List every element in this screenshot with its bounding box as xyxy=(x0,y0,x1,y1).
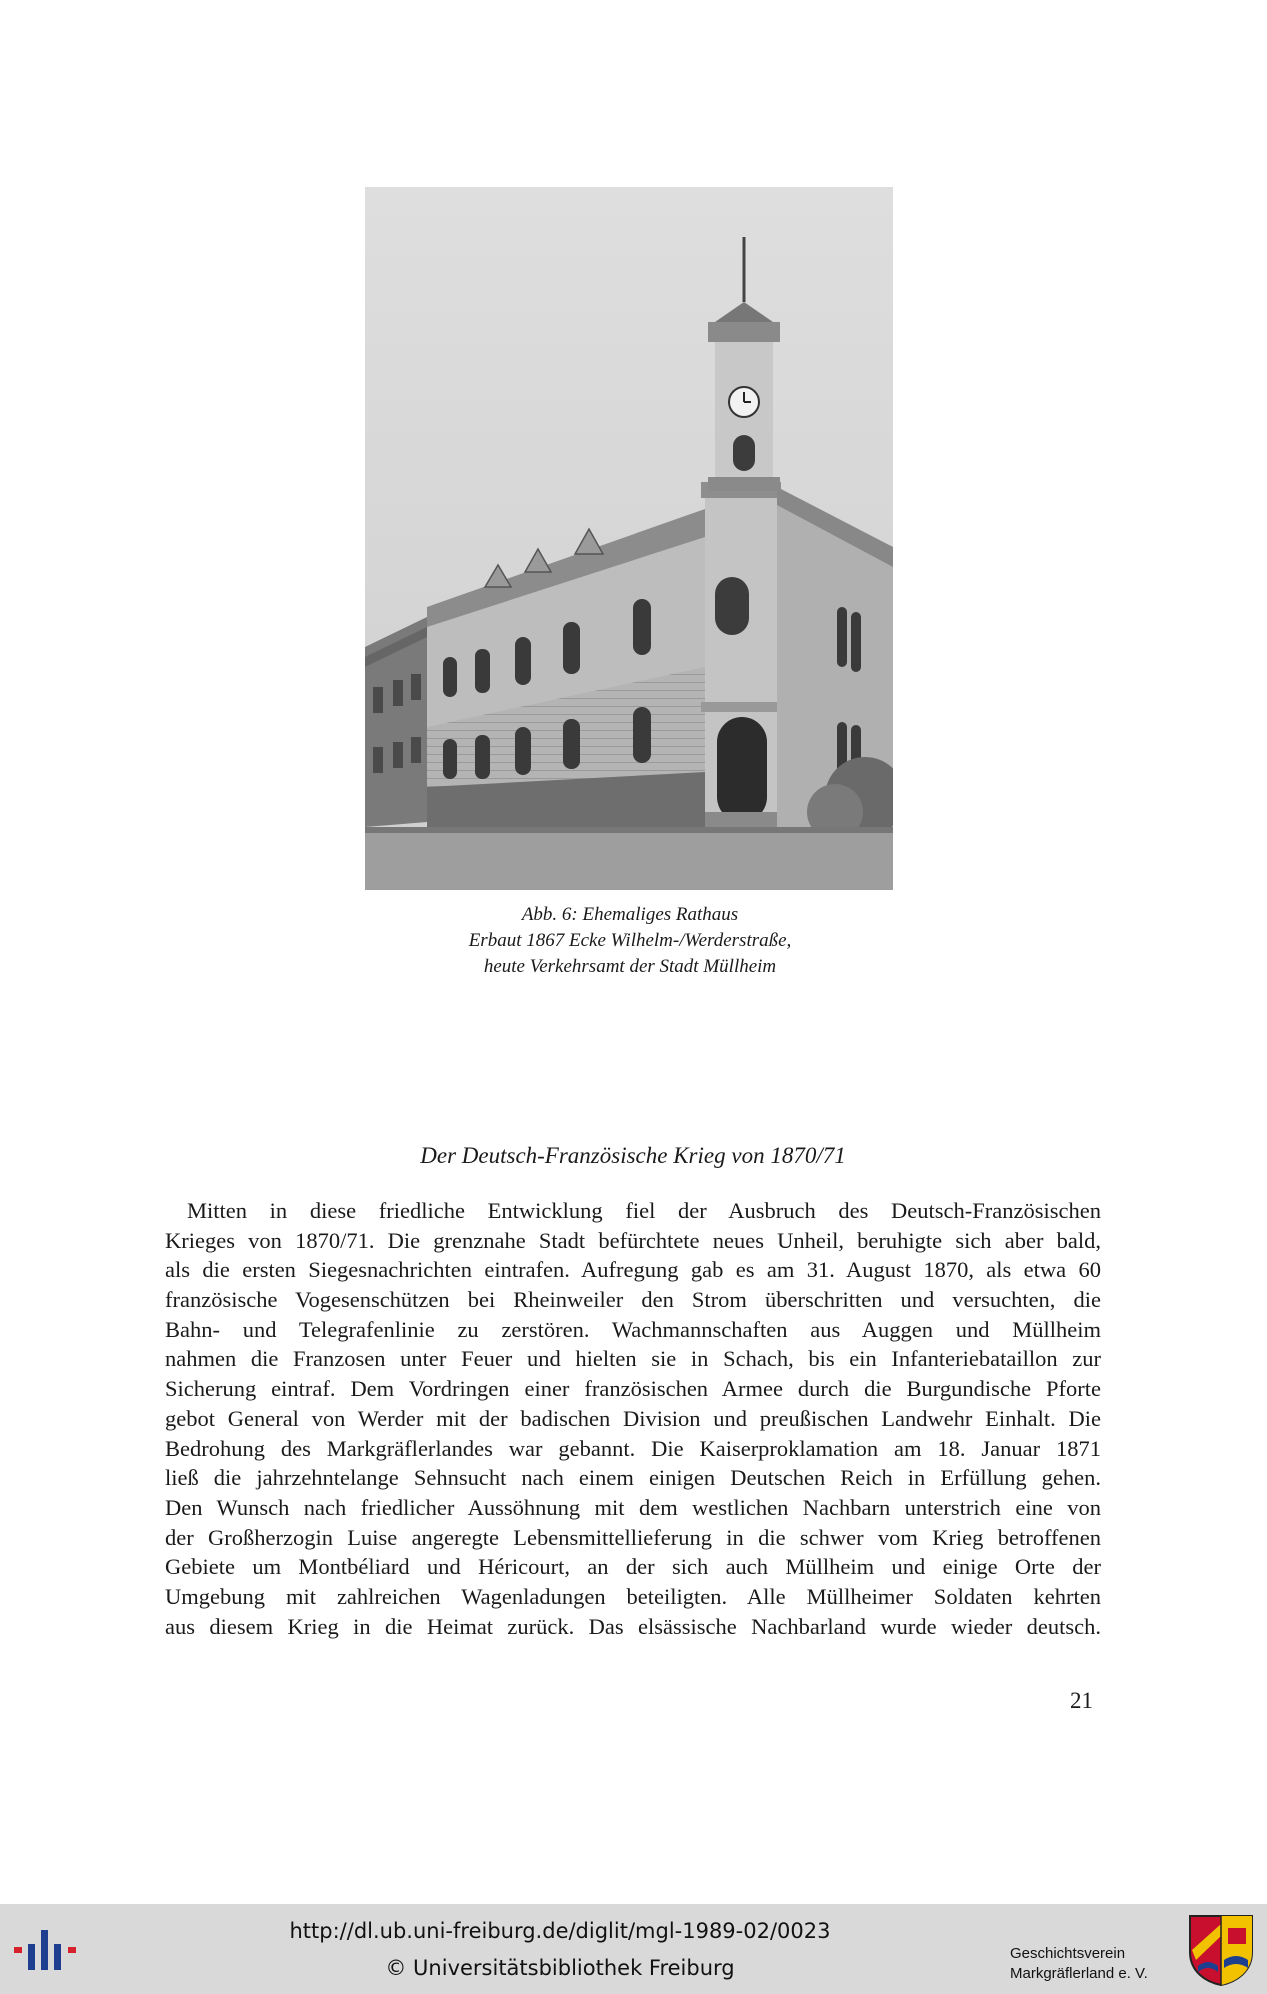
society-name xyxy=(1010,1944,1185,1984)
caption-line: heute Verkehrsamt der Stadt Müllheim xyxy=(483,956,777,977)
caption-line: Erbaut 1867 Ecke Wilhelm-/Werderstraße, xyxy=(468,930,792,951)
coat-of-arms-icon xyxy=(1188,1914,1254,1986)
text-line: der Großherzogin Luise angeregte Lebensmittellieferung in die schwer vom Krieg betroffenen xyxy=(165,1524,1101,1550)
permalink-url[interactable]: http://dl.ub.uni-freiburg.de/diglit/mgl-1989-02/0023 xyxy=(289,1919,831,1943)
town-hall-photo xyxy=(365,187,893,890)
text-line: Krieges von 1870/71. Die grenznahe Stadt befürchtete neues Unheil, beruhigte sich aber bald, xyxy=(165,1227,1101,1253)
caption-line: Abb. 6: Ehemaliges Rathaus xyxy=(521,904,739,925)
text-line: Den Wunsch nach friedlicher Aussöhnung mit dem westlichen Nachbarn unterstrich eine von xyxy=(165,1494,1101,1520)
ub-freiburg-logo-icon[interactable] xyxy=(14,1930,84,1970)
text-line: Bedrohung des Markgräflerlandes war gebannt. Die Kaiserproklamation am 18. Januar 1871 xyxy=(165,1435,1101,1461)
text-line: aus diesem Krieg in die Heimat zurück. Das elsässische Nachbarland wurde wieder deutsch. xyxy=(165,1613,1101,1639)
text-line: nahmen die Franzosen unter Feuer und hielten sie in Schach, bis ein Infanteriebataillon zur xyxy=(165,1346,1101,1372)
figure-caption xyxy=(300,902,960,980)
text-line: Mitten in diese friedliche Entwicklung fiel der Ausbruch des Deutsch-Französischen xyxy=(187,1198,1101,1223)
footer-bar xyxy=(0,1904,1267,1994)
section-heading: Der Deutsch-Französische Krieg von 1870/71 xyxy=(420,1143,846,1168)
text-line: Umgebung mit zahlreichen Wagenladungen beteiligten. Alle Müllheimer Soldaten kehrten xyxy=(165,1583,1101,1609)
body-paragraph xyxy=(165,1196,1101,1641)
text-line: Bahn- und Telegrafenlinie zu zerstören. Wachmannschaften aus Auggen und Müllheim xyxy=(165,1316,1101,1342)
text-line: gebot General von Werder mit der badischen Division und preußischen Landwehr Einhalt. Die xyxy=(165,1405,1101,1431)
page-number: 21 xyxy=(1070,1688,1093,1713)
society-line: Geschichtsverein xyxy=(1010,1945,1126,1962)
building-illustration xyxy=(365,187,893,890)
society-line: Markgräflerland e. V. xyxy=(1010,1965,1148,1982)
text-line: als die ersten Siegesnachrichten eintrafen. Aufregung gab es am 31. August 1870, als etwa 60 xyxy=(165,1257,1101,1283)
text-line: Sicherung eintraf. Dem Vordringen einer französischen Armee durch die Burgundische Pforte xyxy=(165,1376,1101,1402)
text-line: Gebiete um Montbéliard und Héricourt, an der sich auch Müllheim und einige Orte der xyxy=(165,1554,1101,1580)
text-line: französische Vogesenschützen bei Rheinweiler den Strom überschritten und versuchten, die xyxy=(165,1287,1101,1313)
copyright-notice: © Universitätsbibliothek Freiburg xyxy=(385,1956,735,1980)
text-line: ließ die jahrzehntelange Sehnsucht nach einem einigen Deutschen Reich in Erfüllung gehen. xyxy=(165,1465,1101,1491)
